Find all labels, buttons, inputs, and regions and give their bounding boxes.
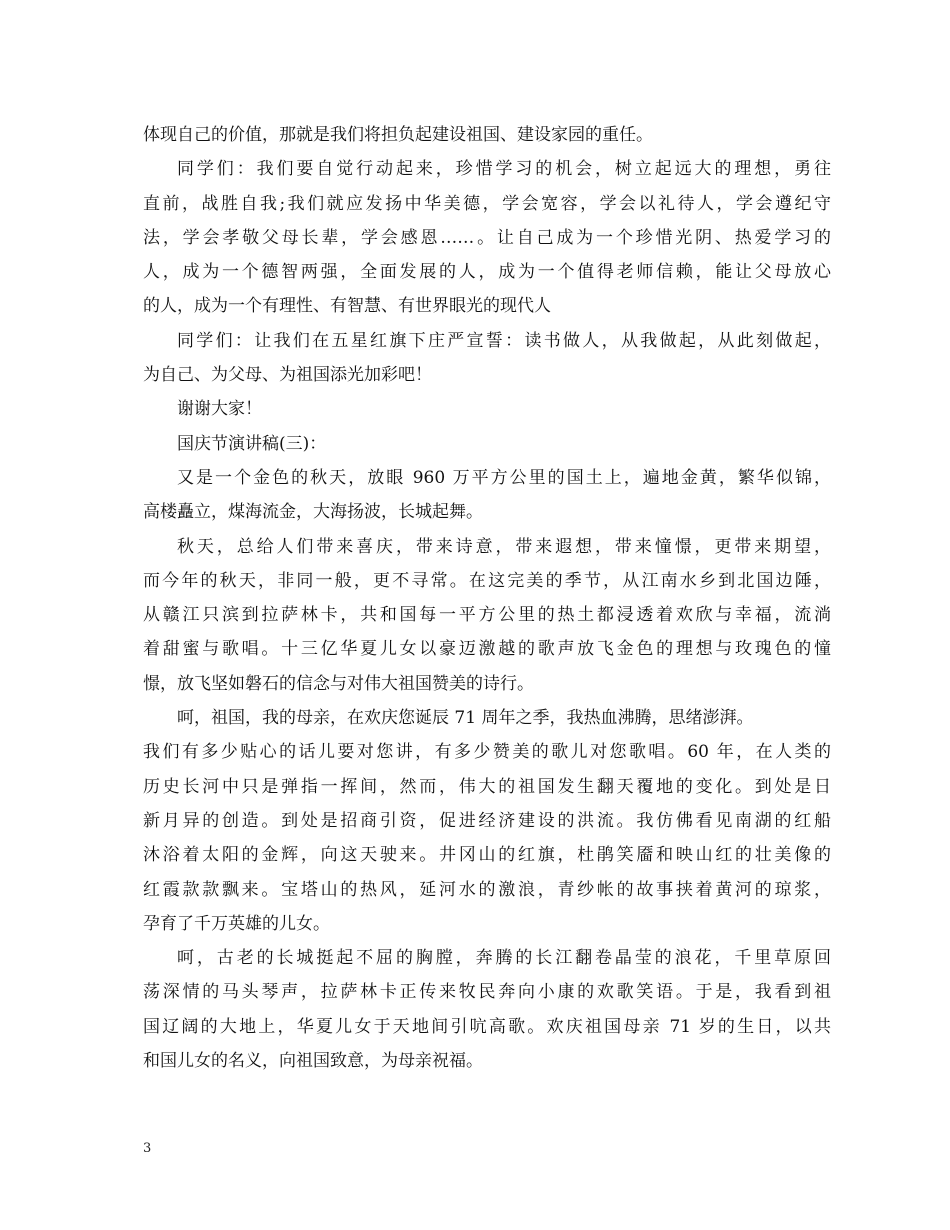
text-line: 国辽阔的大地上，华夏儿女于天地间引吭高歌。欢庆祖国母亲 71 岁的生日，以共 — [143, 1016, 831, 1037]
text-line: 同学们：我们要自觉行动起来，珍惜学习的机会，树立起远大的理想，勇往 — [177, 159, 831, 180]
text-line: 从赣江只滨到拉萨林卡，共和国每一平方公里的热土都浸透着欢欣与幸福，流淌 — [143, 605, 831, 626]
text-line: 我们有多少贴心的话儿要对您讲，有多少赞美的歌儿对您歌唱。60 年，在人类的 — [143, 742, 831, 763]
text-line: 呵，祖国，我的母亲，在欢庆您诞辰 71 周年之季，我热血沸腾，思绪澎湃。 — [177, 708, 754, 729]
text-line: 的人，成为一个有理性、有智慧、有世界眼光的现代人 — [143, 296, 551, 317]
text-line: 直前，战胜自我;我们就应发扬中华美德，学会宽容，学会以礼待人，学会遵纪守 — [143, 193, 831, 214]
text-line: 和国儿女的名义，向祖国致意，为母亲祝福。 — [143, 1051, 483, 1072]
text-line: 体现自己的价值，那就是我们将担负起建设祖国、建设家园的重任。 — [143, 125, 653, 145]
text-line: 谢谢大家！ — [177, 399, 262, 420]
text-line: 同学们：让我们在五星红旗下庄严宣誓：读书做人，从我做起，从此刻做起， — [177, 330, 831, 351]
document-body — [143, 118, 831, 1078]
section-heading: 国庆节演讲稿(三)： — [177, 433, 327, 454]
text-line: 而今年的秋天，非同一般，更不寻常。在这完美的季节，从江南水乡到北国边陲， — [143, 570, 831, 591]
text-line: 为自己、为父母、为祖国添光加彩吧！ — [143, 365, 432, 386]
text-line: 历史长河中只是弹指一挥间，然而，伟大的祖国发生翻天覆地的变化。到处是日 — [143, 776, 831, 797]
text-line: 憬，放飞坚如磐石的信念与对伟大祖国赞美的诗行。 — [143, 673, 534, 694]
text-line: 法，学会孝敬父母长辈，学会感恩……。让自己成为一个珍惜光阴、热爱学习的 — [143, 227, 831, 248]
text-line: 秋天，总给人们带来喜庆，带来诗意，带来遐想，带来憧憬，更带来期望， — [177, 536, 831, 557]
text-line: 人，成为一个德智两强，全面发展的人，成为一个值得老师信赖，能让父母放心 — [143, 262, 831, 283]
text-line: 又是一个金色的秋天，放眼 960 万平方公里的国土上，遍地金黄，繁华似锦， — [177, 467, 831, 488]
text-line: 着甜蜜与歌唱。十三亿华夏儿女以豪迈激越的歌声放飞金色的理想与玫瑰色的憧 — [143, 639, 831, 660]
text-line: 新月异的创造。到处是招商引资，促进经济建设的洪流。我仿佛看见南湖的红船 — [143, 810, 831, 831]
text-line: 呵，古老的长城挺起不屈的胸膛，奔腾的长江翻卷晶莹的浪花，千里草原回 — [177, 948, 831, 969]
text-line: 荡深情的马头琴声，拉萨林卡正传来牧民奔向小康的欢歌笑语。于是，我看到祖 — [143, 982, 831, 1003]
text-line: 红霞款款飘来。宝塔山的热风，延河水的激浪，青纱帐的故事挟着黄河的琼浆， — [143, 879, 831, 900]
text-line: 沐浴着太阳的金辉，向这天驶来。井冈山的红旗，杜鹃笑靥和映山红的壮美像的 — [143, 845, 831, 866]
text-line: 孕育了千万英雄的儿女。 — [143, 913, 330, 934]
page-number: 3 — [143, 1141, 152, 1156]
text-line: 高楼矗立，煤海流金，大海扬波，长城起舞。 — [143, 502, 483, 523]
